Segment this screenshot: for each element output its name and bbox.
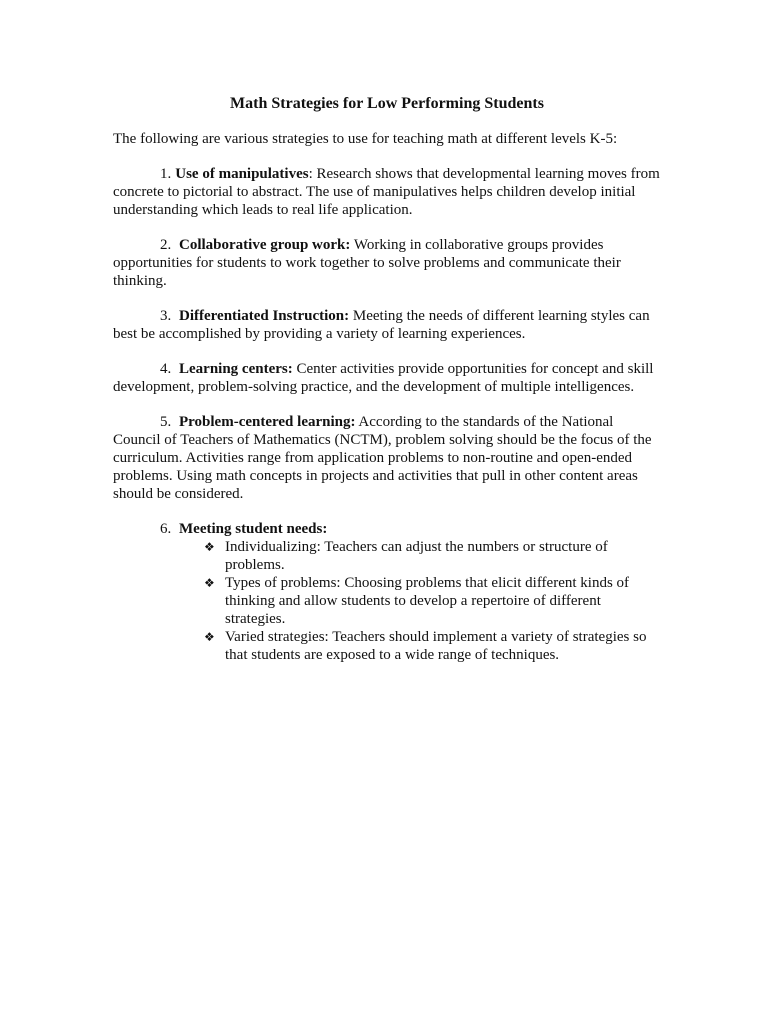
strategy-item-3 [113,307,661,343]
list-item [204,574,661,628]
item-term: Learning centers: [179,361,293,377]
document-page [113,94,661,681]
bullet-text: Types of problems: Choosing problems that elicit different kinds of thinking and allow students to develop a repertoire of different strategies. [225,575,630,627]
item-term: Collaborative group work: [179,237,351,253]
strategy-item-5 [113,413,661,503]
item-text: Working in collaborative groups provides opportunities for students to work together to solve problems and communicate their thinking. [113,237,621,289]
bullet-text: Individualizing: Teachers can adjust the numbers or structure of problems. [225,539,608,573]
four-diamond-bullet-icon: ❖ [204,540,215,554]
four-diamond-bullet-icon: ❖ [204,630,215,644]
bullet-text: Varied strategies: Teachers should implement a variety of strategies so that students are exposed to a wide range of techniques. [225,629,647,663]
document-title: Math Strategies for Low Performing Students [230,95,544,112]
intro-paragraph: The following are various strategies to use for teaching math at different levels K-5: [113,131,618,147]
item-number: 4. [160,361,172,377]
strategy-item-4 [113,360,661,396]
list-item [204,628,661,664]
item-text: Meeting the needs of different learning styles can best be accomplished by providing a variety of learning experiences. [113,308,650,342]
item-term: Use of manipulatives [175,166,309,182]
item-number: 1. [160,166,172,182]
item-term: Meeting student needs: [179,521,328,537]
strategy-item-2 [113,236,661,290]
strategy-item-6 [113,520,661,664]
student-needs-list [113,538,661,664]
item-term: Differentiated Instruction: [179,308,350,324]
list-item [204,538,661,574]
item-text: Center activities provide opportunities for concept and skill development, problem-solving practice, and the development of multiple intelligences. [113,361,654,395]
item-text: : Research shows that developmental learning moves from concrete to pictorial to abstract. The use of manipulatives helps children develop initial understanding which leads to real life application. [113,166,660,218]
item-text: According to the standards of the National Council of Teachers of Mathematics (NCTM), problem solving should be the focus of the curriculum. Activities range from application problems to non-routine and open-ended problems. Using math concepts in projects and activities that pull in other content areas should be considered. [113,414,652,502]
item-term: Problem-centered learning: [179,414,356,430]
strategy-item-1 [113,165,661,219]
item-number: 3. [160,308,172,324]
item-number: 5. [160,414,172,430]
four-diamond-bullet-icon: ❖ [204,576,215,590]
item-number: 6. [160,521,172,537]
item-number: 2. [160,237,172,253]
